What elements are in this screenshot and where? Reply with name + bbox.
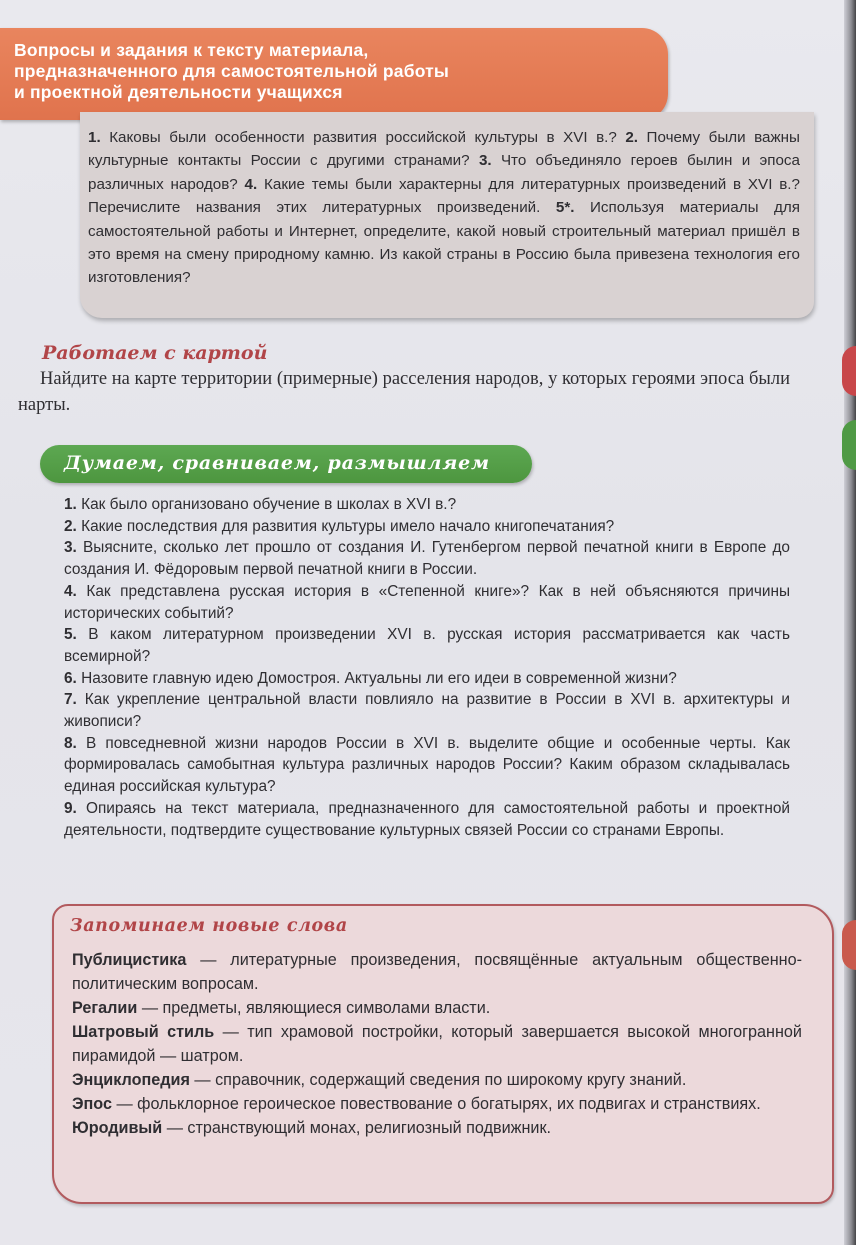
glossary-term: Шатровый стиль <box>72 1023 215 1041</box>
glossary-term: Эпос <box>72 1095 112 1113</box>
think-item-text: Как было организовано обучение в школах в XVI в.? <box>81 496 457 513</box>
think-item <box>64 624 790 667</box>
think-item-number: 9. <box>64 799 77 817</box>
think-item-number: 6. <box>64 669 77 687</box>
think-section-header <box>40 445 532 483</box>
questions-section-title: Вопросы и задания к тексту материала, предназначенного для самостоятельной работы и проектной деятельности учащихся <box>14 40 450 102</box>
glossary-definition: — литературные произведения, посвящённые актуальным общественно-политическим вопросам. <box>72 951 802 993</box>
glossary-entry <box>72 1020 802 1068</box>
think-item-number: 5. <box>64 626 77 644</box>
think-item-text: Как представлена русская история в «Степенной книге»? Как в ней объясняются причины исторических событий? <box>64 582 790 622</box>
think-item-text: Как укрепление центральной власти повлияло на развитие в России в XVI в. архитектуры и живописи? <box>64 691 790 731</box>
think-item <box>64 689 790 732</box>
glossary-entry <box>72 1092 802 1116</box>
map-section-title: Работаем с картой <box>42 342 268 364</box>
questions-section-text <box>88 126 800 290</box>
glossary-entry <box>72 948 802 996</box>
think-item-text: Какие последствия для развития культуры имело начало книгопечатания? <box>81 517 615 535</box>
question-text: Какие темы были характерны для литературных произведений в XVI в.? Перечислите названия этих литературных произведений. <box>88 175 800 217</box>
think-item-text: Выясните, сколько лет прошло от создания И. Гутенбергом первой печатной книги в Европе до создания И. Фёдоровым первой печатной книги в России. <box>64 539 790 579</box>
glossary-term: Регалии <box>72 999 138 1017</box>
red-bookmark-tab <box>842 346 856 396</box>
think-item-number: 4. <box>64 582 77 600</box>
glossary-definition: — предметы, являющиеся символами власти. <box>137 999 491 1017</box>
think-section-list <box>64 494 790 841</box>
think-item-number: 7. <box>64 691 77 709</box>
question-number: 5*. <box>555 199 575 217</box>
glossary-definition: — фольклорное героическое повествование о богатырях, их подвигах и странствиях. <box>111 1095 761 1113</box>
glossary-term: Публицистика <box>72 951 187 969</box>
green-bookmark-tab <box>842 420 856 470</box>
question-item <box>88 129 617 146</box>
think-item <box>64 494 790 516</box>
glossary-term: Юродивый <box>72 1119 163 1137</box>
glossary-entry <box>72 1068 802 1092</box>
think-item <box>64 668 790 690</box>
think-section-title: Думаем, сравниваем, размышляем <box>64 452 490 474</box>
glossary-title: Запоминаем новые слова <box>70 916 348 936</box>
question-number: 3. <box>478 152 492 170</box>
map-section-text: Найдите на карте территории (примерные) расселения народов, у которых героями эпоса были нарты. <box>18 369 790 415</box>
glossary-entry <box>72 1116 802 1140</box>
glossary-definition: — справочник, содержащий сведения по широкому кругу знаний. <box>189 1071 687 1089</box>
glossary-definition: — странствующий монах, религиозный подвижник. <box>162 1119 552 1137</box>
think-item-number: 8. <box>64 734 77 752</box>
think-item <box>64 537 790 580</box>
question-text: Что объединяло героев былин и эпоса различных народов? <box>88 152 800 193</box>
think-item-text: Назовите главную идею Домостроя. Актуальны ли его идеи в современной жизни? <box>81 669 677 687</box>
think-item-text: В каком литературном произведении XVI в. русская история рассматривается как часть всемирной? <box>64 626 790 665</box>
question-number: 4. <box>244 175 258 193</box>
glossary-term: Энциклопедия <box>72 1071 190 1089</box>
think-item <box>64 581 790 624</box>
question-text: Используя материалы для самостоятельной работы и Интернет, определите, какой новый строительный материал пришёл в это время на смену природному камню. Из какой страны в Россию была привезена технология его изготовления? <box>88 199 800 287</box>
think-item-text: Опираясь на текст материала, предназначенного для самостоятельной работы и проектной деятельности, подтвердите существование культурных связей России со странами Европы. <box>64 799 790 839</box>
question-number: 1. <box>88 129 101 146</box>
think-item <box>64 516 790 538</box>
questions-section-header <box>0 28 668 120</box>
question-number: 2. <box>625 129 639 146</box>
page-edge-shadow <box>844 0 856 1245</box>
think-item-text: В повседневной жизни народов России в XVI в. выделите общие и особенные черты. Как формировалась самобытная культура различных народов России? Каким образом складывалась единая российская культура? <box>64 734 790 796</box>
red-bookmark-tab-lower <box>842 920 856 970</box>
glossary-box <box>52 904 834 1204</box>
think-item <box>64 733 790 798</box>
think-item-number: 1. <box>64 496 77 513</box>
think-item-number: 2. <box>64 517 77 535</box>
glossary-list <box>72 948 802 1140</box>
think-item-number: 3. <box>64 539 77 557</box>
question-text: Каковы были особенности развития российской культуры в XVI в.? <box>109 129 617 146</box>
think-item <box>64 798 790 841</box>
glossary-entry <box>72 996 802 1020</box>
question-text: Почему были важны культурные контакты России с другими странами? <box>88 129 800 170</box>
questions-section-box <box>80 112 814 318</box>
glossary-definition: — тип храмовой постройки, который завершается высокой многогранной пирамидой — шатром. <box>72 1023 802 1065</box>
